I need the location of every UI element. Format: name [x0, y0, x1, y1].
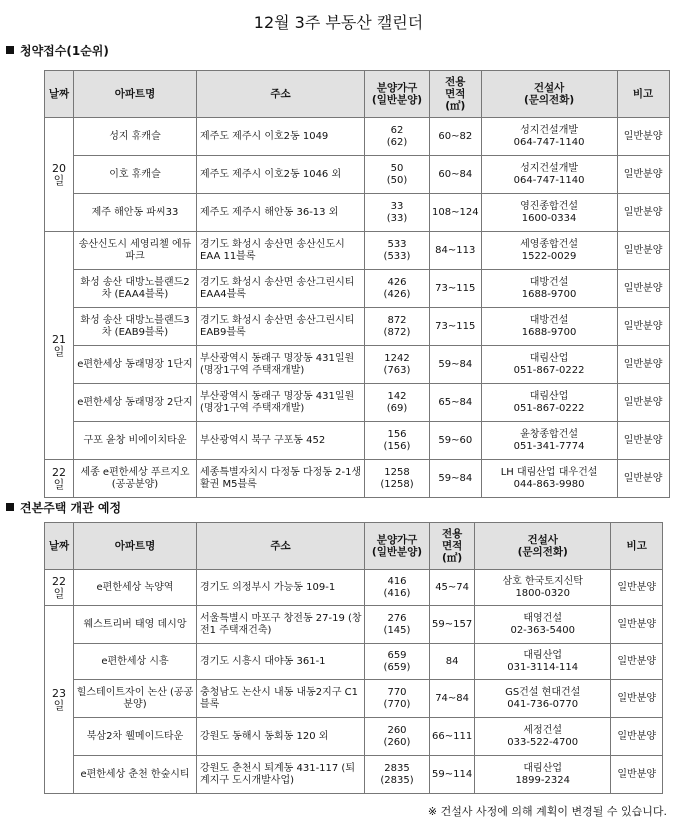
- units-general: (872): [383, 326, 411, 338]
- builder-phone: 051-867-0222: [513, 364, 585, 376]
- header-addr-text: 주소: [270, 540, 291, 552]
- builder-name: 영진종합건설: [520, 200, 579, 212]
- table-row: [45, 308, 670, 346]
- units-total: 416: [387, 575, 407, 587]
- units-cell: [365, 384, 430, 422]
- units-general: (50): [386, 174, 408, 186]
- header-date: [45, 71, 74, 118]
- apartment-name: 송산신도시 세영리첼 에듀파크: [74, 232, 197, 270]
- units-general: (62): [386, 136, 408, 148]
- note-cell: 일반분양: [617, 346, 669, 384]
- units-cell: [365, 680, 430, 718]
- header-units-text: 분양가구: [376, 82, 418, 94]
- note-cell: 일반분양: [617, 308, 669, 346]
- note-cell: 일반분양: [611, 718, 663, 756]
- builder-name: 대림산업: [523, 762, 563, 774]
- header-apt: [74, 523, 197, 570]
- area-cell: 59~60: [430, 422, 482, 460]
- header-row: [45, 71, 670, 118]
- units-total: 276: [387, 612, 407, 624]
- builder-cell: [481, 346, 617, 384]
- header-addr-text: 주소: [270, 88, 291, 100]
- units-cell: [365, 422, 430, 460]
- note-cell: 일반분양: [611, 756, 663, 794]
- units-general: (416): [383, 587, 411, 599]
- units-total: 156: [387, 428, 407, 440]
- apartment-name: e편한세상 시흥: [74, 644, 197, 680]
- units-total: 50: [390, 162, 404, 174]
- builder-cell: [481, 118, 617, 156]
- units-total: 33: [390, 200, 404, 212]
- builder-phone: 051-341-7774: [513, 440, 585, 452]
- header-units-text: (일반분양): [371, 94, 423, 106]
- builder-cell: [481, 270, 617, 308]
- builder-phone: 031-3114-114: [507, 661, 579, 673]
- units-total: 770: [387, 686, 407, 698]
- table-row: [45, 644, 663, 680]
- area-cell: 60~84: [430, 156, 482, 194]
- units-general: (260): [383, 736, 411, 748]
- builder-cell: [475, 606, 611, 644]
- header-builder-text: 건설사: [527, 534, 558, 546]
- header-note: [611, 523, 663, 570]
- address: 경기도 의정부시 가능동 109-1: [197, 570, 365, 606]
- date-cell: 21일: [45, 232, 74, 460]
- date-cell: 20일: [45, 118, 74, 232]
- header-units-text: (일반분양): [371, 546, 423, 558]
- apartment-name: 웨스트리버 태영 데시앙: [74, 606, 197, 644]
- note-cell: 일반분양: [617, 460, 669, 498]
- builder-phone: 041-736-0770: [507, 698, 579, 710]
- area-cell: 60~82: [430, 118, 482, 156]
- area-cell: 59~114: [430, 756, 475, 794]
- area-cell: 59~157: [430, 606, 475, 644]
- note-cell: 일반분양: [617, 118, 669, 156]
- header-date-text: 날짜: [48, 88, 70, 100]
- units-cell: [365, 346, 430, 384]
- section-heading-model-house: [6, 499, 121, 516]
- table-row: [45, 570, 663, 606]
- units-total: 1242: [384, 352, 410, 364]
- builder-phone: 051-867-0222: [513, 402, 585, 414]
- square-bullet-icon: [6, 46, 14, 54]
- address: 서울특별시 마포구 창전동 27-19 (창전1 주택재건축): [197, 606, 365, 644]
- table-row: [45, 156, 670, 194]
- units-general: (770): [383, 698, 411, 710]
- section-label: 청약접수(1순위): [20, 44, 109, 58]
- table-row: [45, 194, 670, 232]
- subscription-table: [44, 70, 670, 498]
- builder-cell: [481, 194, 617, 232]
- header-area: [430, 71, 482, 118]
- builder-name: 대림산업: [529, 352, 569, 364]
- builder-name: LH 대림산업 대우건설: [500, 466, 598, 478]
- apartment-name: 세종 e편한세상 푸르지오 (공공분양): [74, 460, 197, 498]
- address: 제주도 제주시 이호2동 1046 외: [197, 156, 365, 194]
- note-cell: 일반분양: [617, 384, 669, 422]
- table-row: [45, 756, 663, 794]
- address: 부산광역시 동래구 명장동 431일원 (명장1구역 주택재개발): [197, 346, 365, 384]
- table-row: [45, 718, 663, 756]
- date-cell: 22일: [45, 570, 74, 606]
- builder-cell: [481, 422, 617, 460]
- table-row: [45, 232, 670, 270]
- header-builder-text: 건설사: [533, 82, 565, 94]
- note-cell: 일반분양: [617, 232, 669, 270]
- units-general: (156): [383, 440, 411, 452]
- table-row: [45, 606, 663, 644]
- note-cell: 일반분양: [617, 270, 669, 308]
- builder-name: GS건설 현대건설: [505, 686, 581, 698]
- units-cell: [365, 756, 430, 794]
- header-apt-text: 아파트명: [114, 540, 156, 552]
- section-label: 견본주택 개관 예정: [20, 501, 122, 515]
- builder-name: 대림산업: [529, 390, 569, 402]
- header-units: [365, 71, 430, 118]
- units-cell: [365, 118, 430, 156]
- builder-phone: 064-747-1140: [513, 136, 585, 148]
- address: 부산광역시 동래구 명장동 431일원 (명장1구역 주택재개발): [197, 384, 365, 422]
- header-apt-text: 아파트명: [114, 88, 156, 100]
- area-cell: 65~84: [430, 384, 482, 422]
- builder-cell: [475, 718, 611, 756]
- note-cell: 일반분양: [611, 570, 663, 606]
- square-bullet-icon: [6, 503, 14, 511]
- builder-cell: [481, 232, 617, 270]
- builder-phone: 1688-9700: [521, 326, 577, 338]
- note-cell: 일반분양: [617, 156, 669, 194]
- builder-name: 대림산업: [523, 649, 563, 661]
- area-cell: 59~84: [430, 460, 482, 498]
- builder-name: 윤창종합건설: [520, 428, 579, 440]
- header-area-text: 전용: [441, 528, 463, 540]
- units-total: 533: [387, 238, 407, 250]
- header-units: [365, 523, 430, 570]
- builder-name: 대방건설: [529, 276, 569, 288]
- builder-cell: [475, 756, 611, 794]
- builder-name: 세영종합건설: [520, 238, 579, 250]
- apartment-name: 구포 윤창 비에이치타운: [74, 422, 197, 460]
- header-area: [430, 523, 475, 570]
- apartment-name: e편한세상 동래명장 1단지: [74, 346, 197, 384]
- apartment-name: 힐스테이트자이 논산 (공공분양): [74, 680, 197, 718]
- area-cell: 45~74: [430, 570, 475, 606]
- units-cell: [365, 606, 430, 644]
- area-cell: 66~111: [430, 718, 475, 756]
- builder-cell: [475, 570, 611, 606]
- note-cell: 일반분양: [611, 606, 663, 644]
- table-row: [45, 346, 670, 384]
- builder-phone: 1600-0334: [521, 212, 577, 224]
- builder-cell: [481, 384, 617, 422]
- units-total: 260: [387, 724, 407, 736]
- builder-phone: 1522-0029: [521, 250, 577, 262]
- builder-cell: [475, 644, 611, 680]
- header-area-text: 면적: [441, 540, 463, 552]
- apartment-name: e편한세상 녹양역: [74, 570, 197, 606]
- address: 제주도 제주시 해안동 36-13 외: [197, 194, 365, 232]
- address: 강원도 춘천시 퇴계동 431-117 (퇴계지구 도시개발사업): [197, 756, 365, 794]
- area-cell: 84: [430, 644, 475, 680]
- builder-cell: [475, 680, 611, 718]
- table-row: [45, 270, 670, 308]
- units-cell: [365, 308, 430, 346]
- table-row: [45, 680, 663, 718]
- footnote: ※ 건설사 사정에 의해 계획이 변경될 수 있습니다.: [427, 805, 667, 818]
- address: 강원도 동해시 동회동 120 외: [197, 718, 365, 756]
- builder-name: 태영건설: [523, 612, 563, 624]
- apartment-name: e편한세상 춘천 한숲시티: [74, 756, 197, 794]
- address: 경기도 화성시 송산면 송산그린시티 EAB9블록: [197, 308, 365, 346]
- units-cell: [365, 460, 430, 498]
- header-units-text: 분양가구: [376, 534, 418, 546]
- header-addr: [197, 71, 365, 118]
- units-cell: [365, 570, 430, 606]
- units-cell: [365, 270, 430, 308]
- units-general: (2835): [380, 774, 414, 786]
- header-builder: [481, 71, 617, 118]
- units-general: (145): [383, 624, 411, 636]
- apartment-name: e편한세상 동래명장 2단지: [74, 384, 197, 422]
- address: 경기도 화성시 송산면 송산그린시티 EAA4블록: [197, 270, 365, 308]
- units-cell: [365, 718, 430, 756]
- address: 경기도 화성시 송산면 송산신도시 EAA 11블록: [197, 232, 365, 270]
- address: 세종특별자치시 다정동 다정동 2-1생활권 M5블록: [197, 460, 365, 498]
- builder-cell: [481, 308, 617, 346]
- header-builder: [475, 523, 611, 570]
- units-total: 659: [387, 649, 407, 661]
- builder-phone: 033-522-4700: [507, 736, 579, 748]
- builder-phone: 064-747-1140: [513, 174, 585, 186]
- header-date-text: 날짜: [48, 540, 70, 552]
- builder-phone: 1688-9700: [521, 288, 577, 300]
- area-cell: 59~84: [430, 346, 482, 384]
- apartment-name: 성지 휴캐슬: [74, 118, 197, 156]
- address: 경기도 시흥시 대야동 361-1: [197, 644, 365, 680]
- area-cell: 73~115: [430, 270, 482, 308]
- apartment-name: 화성 송산 대방노블랜드3차 (EAB9블록): [74, 308, 197, 346]
- area-cell: 108~124: [430, 194, 482, 232]
- header-row: [45, 523, 663, 570]
- note-cell: 일반분양: [617, 194, 669, 232]
- header-builder-text: (문의전화): [517, 546, 568, 558]
- units-cell: [365, 232, 430, 270]
- units-cell: [365, 156, 430, 194]
- units-cell: [365, 194, 430, 232]
- header-area-text: 전용: [445, 76, 466, 88]
- header-note: [617, 71, 669, 118]
- note-cell: 일반분양: [611, 680, 663, 718]
- builder-name: 대방건설: [529, 314, 569, 326]
- units-general: (69): [386, 402, 408, 414]
- header-builder-text: (문의전화): [523, 94, 575, 106]
- table-row: [45, 422, 670, 460]
- header-date: [45, 523, 74, 570]
- builder-name: 성지건설개발: [520, 162, 579, 174]
- header-area-text: (㎡): [442, 552, 463, 564]
- table-row: [45, 118, 670, 156]
- table-row: [45, 384, 670, 422]
- date-cell: 23일: [45, 606, 74, 794]
- date-cell: 22일: [45, 460, 74, 498]
- units-general: (1258): [380, 478, 414, 490]
- apartment-name: 화성 송산 대방노블랜드2차 (EAA4블록): [74, 270, 197, 308]
- builder-name: 세정건설: [523, 724, 563, 736]
- units-cell: [365, 644, 430, 680]
- units-total: 426: [387, 276, 407, 288]
- note-cell: 일반분양: [611, 644, 663, 680]
- page-title: 12월 3주 부동산 캘린더: [253, 13, 424, 32]
- units-general: (659): [383, 661, 411, 673]
- units-general: (763): [383, 364, 411, 376]
- header-note-text: 비고: [632, 88, 654, 100]
- table-row: [45, 460, 670, 498]
- units-general: (426): [383, 288, 411, 300]
- note-cell: 일반분양: [617, 422, 669, 460]
- address: 충청남도 논산시 내동 내동2지구 C1블록: [197, 680, 365, 718]
- units-total: 2835: [384, 762, 410, 774]
- address: 제주도 제주시 이호2동 1049: [197, 118, 365, 156]
- address: 부산광역시 북구 구포동 452: [197, 422, 365, 460]
- apartment-name: 제주 해안동 파씨33: [74, 194, 197, 232]
- units-total: 62: [390, 124, 404, 136]
- header-apt: [74, 71, 197, 118]
- builder-phone: 02-363-5400: [510, 624, 575, 636]
- area-cell: 74~84: [430, 680, 475, 718]
- area-cell: 84~113: [430, 232, 482, 270]
- header-area-text: (㎡): [445, 100, 466, 112]
- units-total: 872: [387, 314, 407, 326]
- header-addr: [197, 523, 365, 570]
- builder-phone: 044-863-9980: [513, 478, 585, 490]
- header-note-text: 비고: [626, 540, 647, 552]
- units-general: (533): [383, 250, 411, 262]
- units-total: 1258: [384, 466, 410, 478]
- builder-phone: 1800-0320: [515, 587, 570, 599]
- builder-cell: [481, 156, 617, 194]
- builder-cell: [481, 460, 617, 498]
- builder-phone: 1899-2324: [515, 774, 570, 786]
- header-area-text: 면적: [445, 88, 466, 100]
- units-total: 142: [387, 390, 407, 402]
- apartment-name: 이호 휴캐슬: [74, 156, 197, 194]
- builder-name: 삼호 한국토지신탁: [502, 575, 583, 587]
- apartment-name: 북삼2차 웰메이드타운: [74, 718, 197, 756]
- section-heading-subscription: [6, 42, 109, 59]
- model-house-table: [44, 522, 663, 794]
- units-general: (33): [386, 212, 408, 224]
- area-cell: 73~115: [430, 308, 482, 346]
- builder-name: 성지건설개발: [520, 124, 579, 136]
